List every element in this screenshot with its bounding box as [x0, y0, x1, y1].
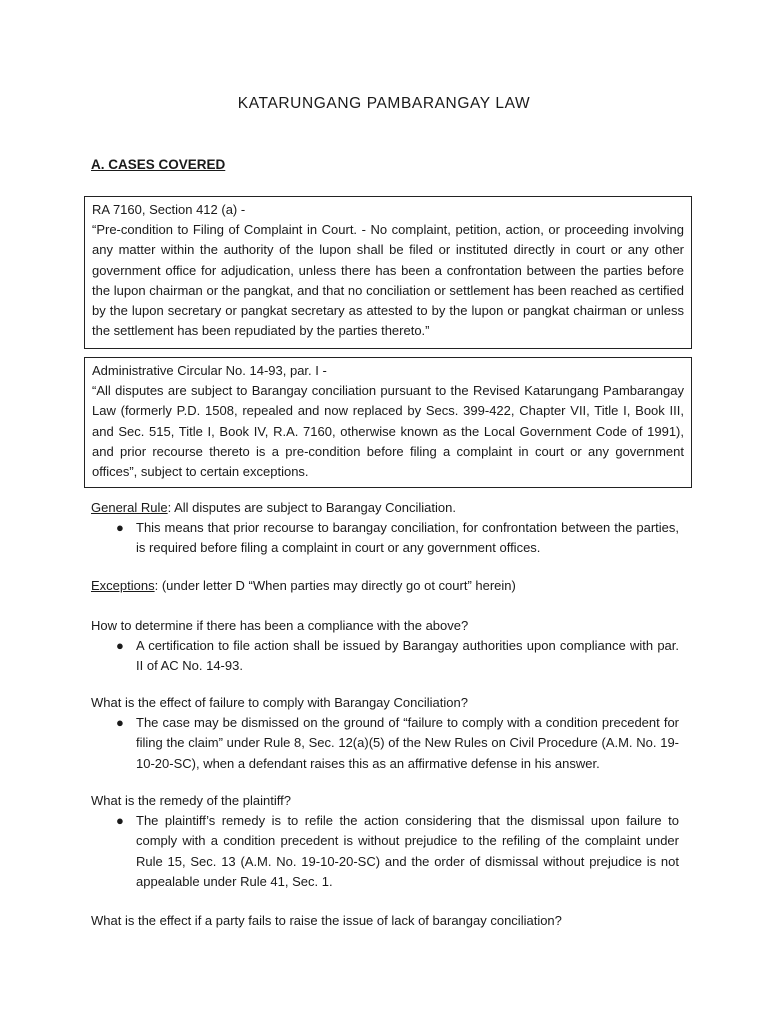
ra-7160-quote-box	[84, 196, 692, 349]
qa-failure-section	[91, 693, 679, 774]
qa-question: What is the remedy of the plaintiff?	[91, 793, 291, 808]
list-item	[91, 636, 679, 676]
exceptions-line	[91, 576, 679, 596]
document-title: KATARUNGANG PAMBARANGAY LAW	[237, 95, 531, 112]
qa-question: What is the effect if a party fails to raise the issue of lack of barangay conciliation?	[91, 913, 562, 928]
general-rule-line	[91, 498, 679, 518]
general-rule-bullet: This means that prior recourse to barangay conciliation, for confrontation between the parties, is required before filing a complaint in court or any government offices.	[136, 520, 679, 556]
general-rule-text: : All disputes are subject to Barangay Conciliation.	[167, 500, 456, 515]
exceptions-section	[91, 576, 679, 596]
exceptions-label: Exceptions	[91, 578, 155, 593]
ra-7160-quote: “Pre-condition to Filing of Complaint in Court. - No complaint, petition, action, or proceeding involving any matter within the authority of the lupon shall be filed or instituted directly in court or any other government office for adjudication, unless there has been a confrontation between the parties before the lupon chairman or the pangkat, and that no conciliation or settlement has been reached as certified by the lupon secretary or pangkat secretary as attested to by the lupon or pangkat chairman or unless the settlement has been repudiated by the parties thereto.”	[92, 222, 684, 339]
admin-circular-heading: Administrative Circular No. 14-93, par. I -	[92, 363, 327, 378]
qa-question: What is the effect of failure to comply with Barangay Conciliation?	[91, 695, 468, 710]
qa-remedy-section	[91, 791, 679, 892]
qa-last-section	[91, 911, 679, 931]
qa-answer: The plaintiff’s remedy is to refile the action considering that the dismissal upon failure to comply with a condition precedent is without prejudice to the refiling of the complaint under Rule 15, Sec. 13 (A.M. No. 19-10-20-SC) and the order of dismissal without prejudice is not appealable under Rule 41, Sec. 1.	[136, 813, 679, 889]
qa-compliance-section	[91, 616, 679, 677]
general-rule-section	[91, 498, 679, 559]
list-item	[91, 518, 679, 558]
bullet-icon: ●	[116, 638, 124, 654]
ra-7160-heading: RA 7160, Section 412 (a) -	[92, 202, 246, 217]
exceptions-text: : (under letter D “When parties may directly go ot court” herein)	[154, 578, 516, 593]
list-item	[91, 811, 679, 892]
qa-question: How to determine if there has been a compliance with the above?	[91, 618, 469, 633]
qa-answer: The case may be dismissed on the ground of “failure to comply with a condition precedent for filing the claim” under Rule 8, Sec. 12(a)(5) of the New Rules on Civil Procedure (A.M. No. 19-10-20-SC), when a defendant raises this as an affirmative defense in his answer.	[136, 715, 679, 771]
qa-answer: A certification to file action shall be issued by Barangay authorities upon compliance with par. II of AC No. 14-93.	[136, 638, 679, 674]
admin-circular-quote-box	[84, 357, 692, 488]
bullet-icon: ●	[116, 813, 124, 829]
bullet-icon: ●	[116, 520, 124, 536]
general-rule-label: General Rule	[91, 500, 168, 515]
section-heading-cases-covered: A. CASES COVERED	[91, 157, 226, 172]
list-item	[91, 713, 679, 774]
bullet-icon: ●	[116, 715, 124, 731]
admin-circular-quote: “All disputes are subject to Barangay conciliation pursuant to the Revised Katarungang Pambarangay Law (formerly P.D. 1508, repealed and now replaced by Secs. 399-422, Chapter VII, Title I, Book III, and Sec. 515, Title I, Book IV, R.A. 7160, otherwise known as the Local Government Code of 1991), and prior recourse thereto is a pre-condition before filing a complaint in court or any government offices”, subject to certain exceptions.	[92, 383, 684, 480]
